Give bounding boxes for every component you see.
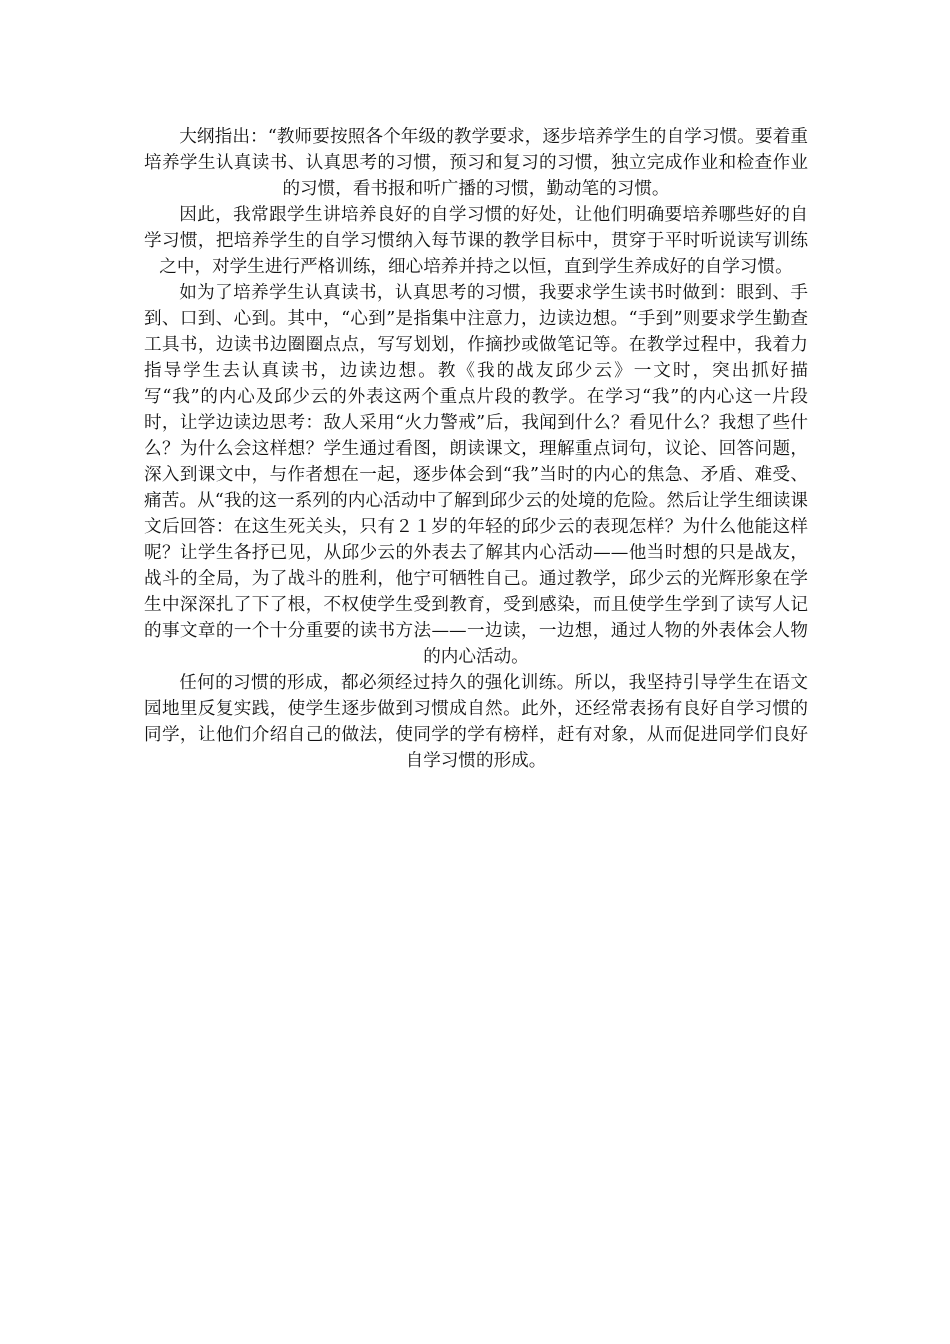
paragraph-habit-formation: 任何的习惯的形成，都必须经过持久的强化训练。所以，我坚持引导学生在语文园地里反复实践，使学生逐步做到习惯成自然。此外，还经常表扬有良好自学习惯的同学，让他们介绍自己的做法，使同学的学有榜样，赶有对象，从而促进同学们良好自学习惯的形成。 xyxy=(144,673,808,771)
paragraph-example-teaching: 如为了培养学生认真读书，认真思考的习惯，我要求学生读书时做到：眼到、手到、口到、心到。其中，“心到”是指集中注意力，边读边想。“手到”则要求学生勤查工具书，边读书边圈圈点点，写写划划，作摘抄或做笔记等。在教学过程中，我着力指导学生去认真读书，边读边想。教《我的战友邱少云》一文时，突出抓好描写“我”的内心及邱少云的外表这两个重点片段的教学。在学习“我”的内心这一片段时，让学边读边思考：敌人采用“火力警戒”后，我闻到什么？看见什么？我想了些什么？为什么会这样想？学生通过看图，朗读课文，理解重点词句，议论、回答问题，深入到课文中，与作者想在一起，逐步体会到“我”当时的内心的焦急、矛盾、难受、痛苦。从“我的这一系列的内心活动中了解到邱少云的处境的危险。然后让学生细读课文后回答：在这生死关头，只有２１岁的年轻的邱少云的表现怎样？为什么他能这样呢？让学生各抒已见，从邱少云的外表去了解其内心活动——他当时想的只是战友，战斗的全局，为了战斗的胜利，他宁可牺牲自己。通过教学，邱少云的光辉形象在学生中深深扎了下了根，不权使学生受到教育，受到感染，而且使学生学到了读写人记的事文章的一个十分重要的读书方法——一边读，一边想，通过人物的外表体会人物的内心活动。 xyxy=(144,283,808,667)
document-body xyxy=(144,124,808,774)
paragraph-therefore: 因此，我常跟学生讲培养良好的自学习惯的好处，让他们明确要培养哪些好的自学习惯，把培养学生的自学习惯纳入每节课的教学目标中，贯穿于平时听说读写训练之中，对学生进行严格训练，细心培养并持之以恒，直到学生养成好的自学习惯。 xyxy=(144,205,808,277)
paragraph-syllabus-quote: 大纲指出：“教师要按照各个年级的教学要求，逐步培养学生的自学习惯。要着重培养学生认真读书、认真思考的习惯，预习和复习的习惯，独立完成作业和检查作业的习惯，看书报和听广播的习惯，勤动笔的习惯。 xyxy=(144,127,808,199)
